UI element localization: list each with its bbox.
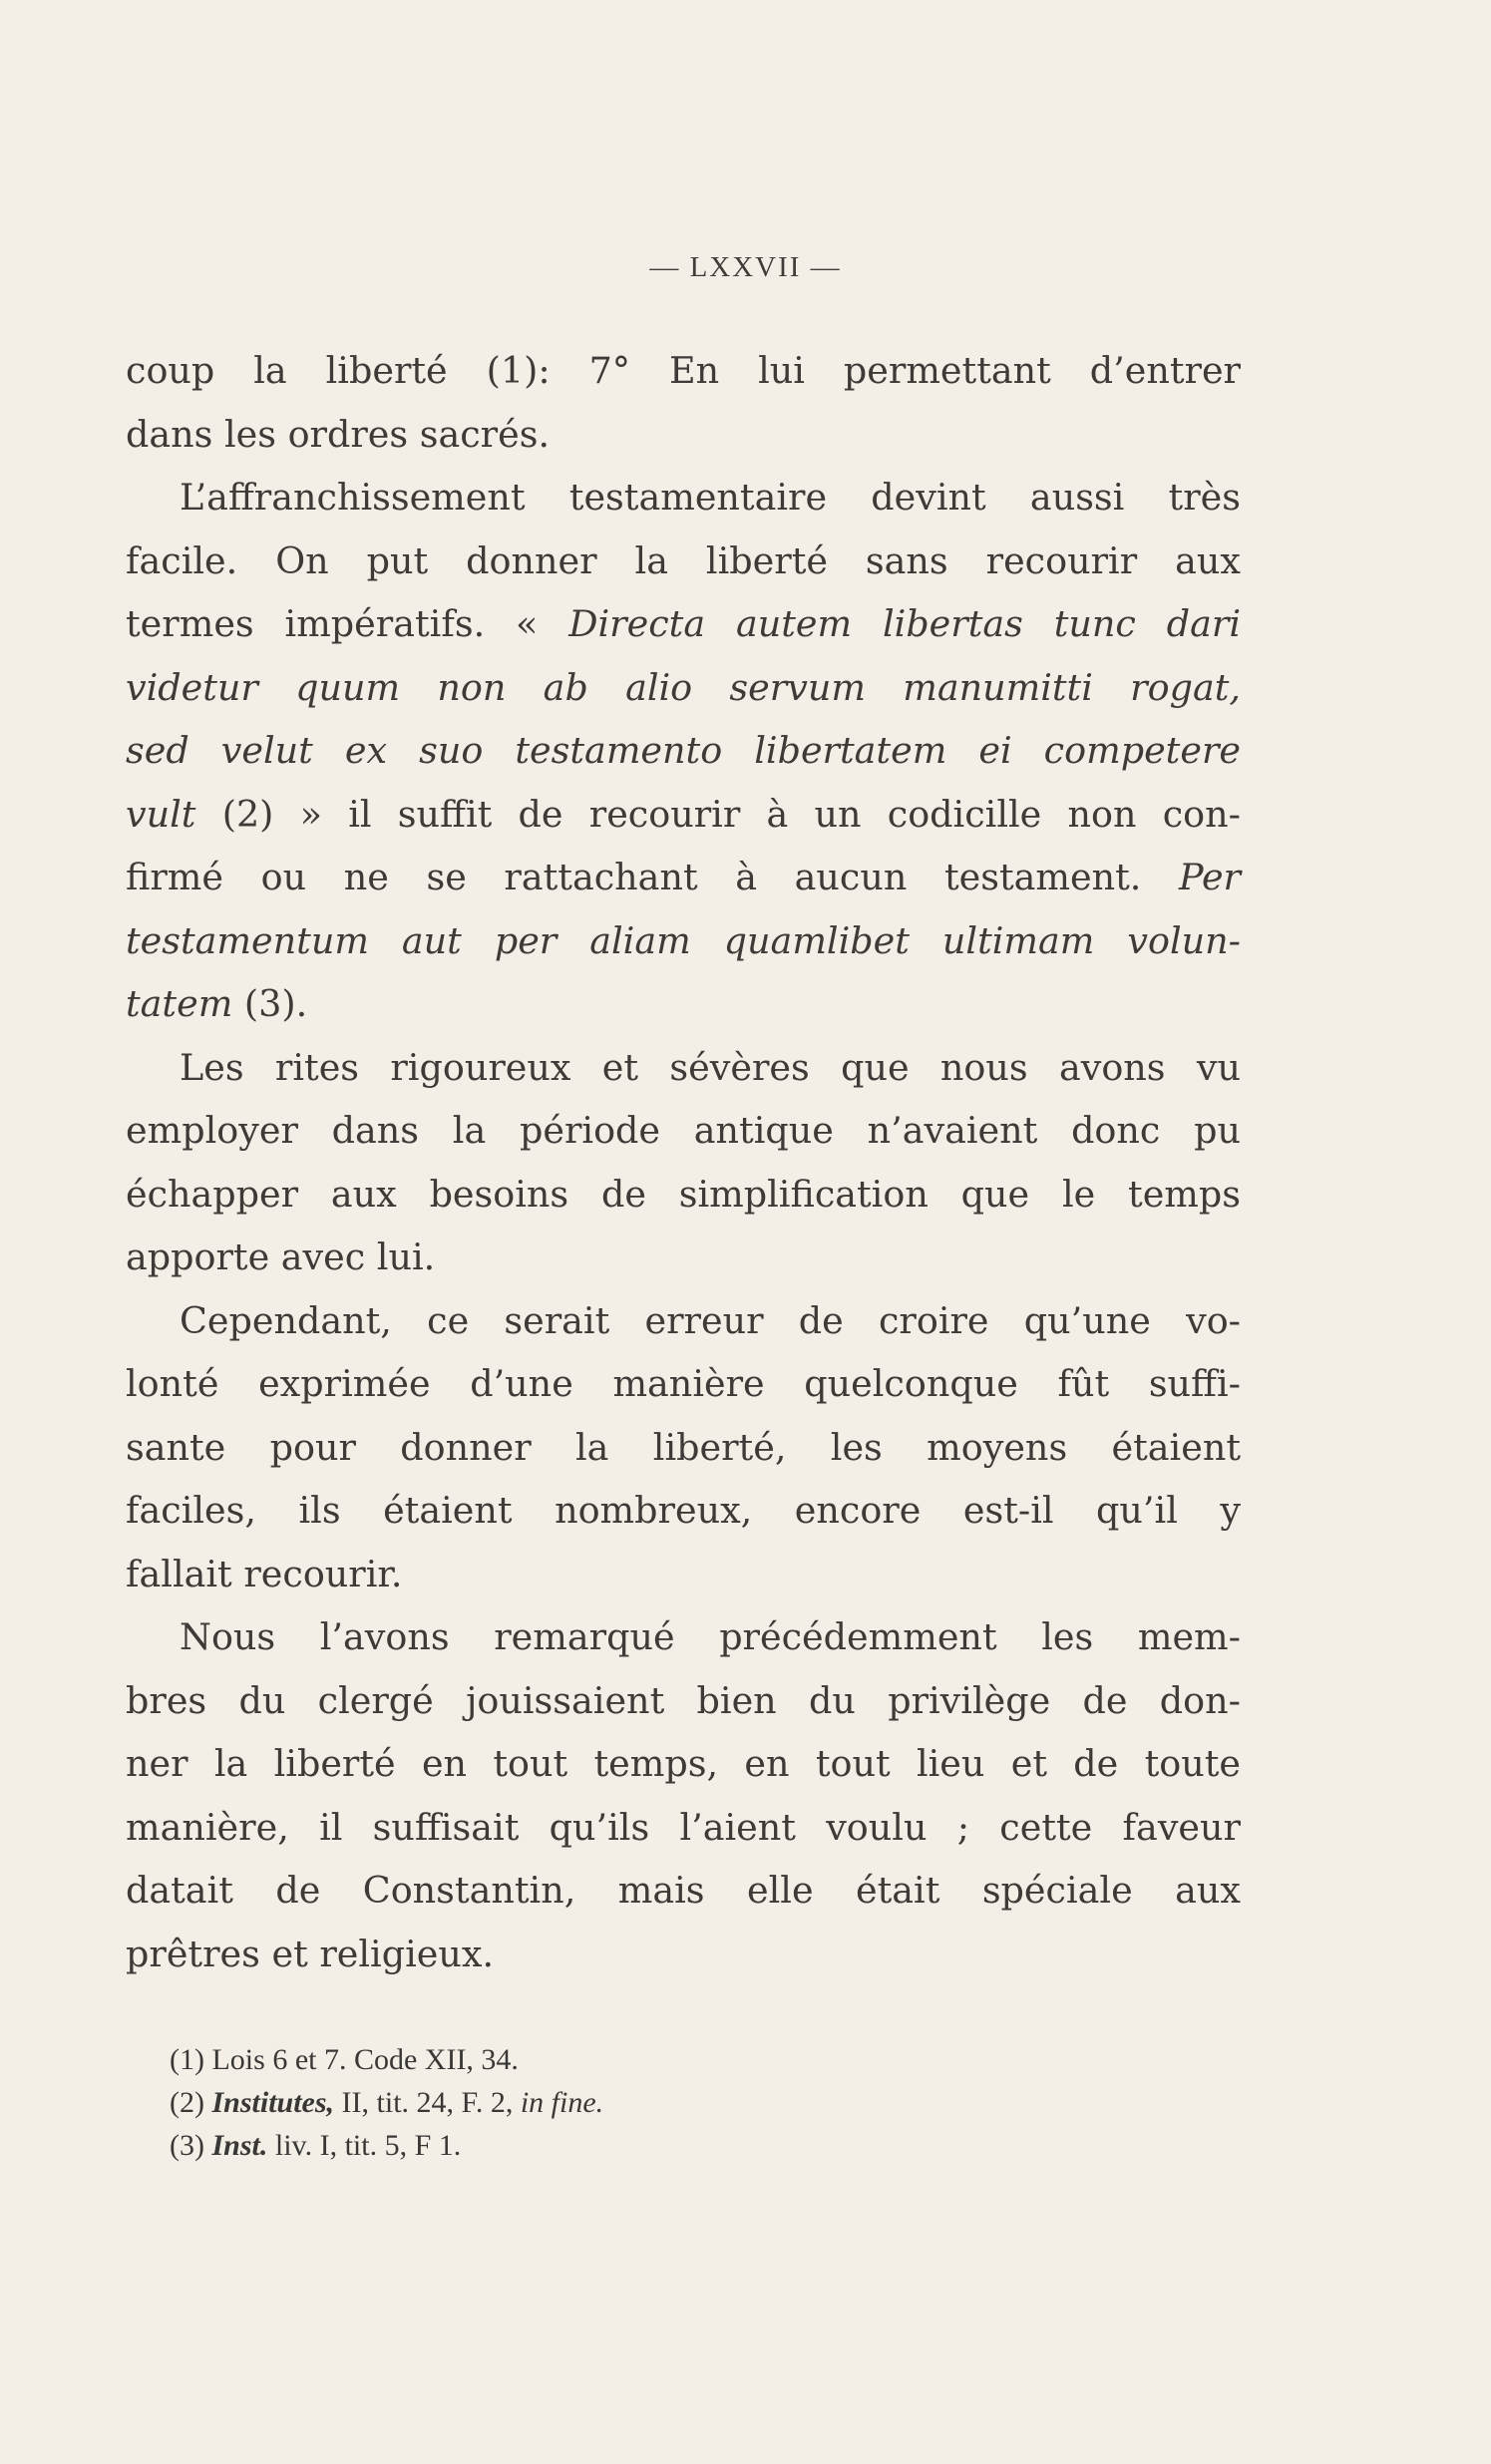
footnote-source: Institutes, [211, 2086, 335, 2119]
footnote-italic: in fine. [520, 2086, 604, 2119]
text-line [126, 846, 1241, 909]
footnote-text: II, tit. 24, F. 2, [334, 2086, 521, 2119]
text-line [126, 783, 1241, 847]
text-line [126, 592, 1241, 656]
text-segment: firmé ou ne se rattachant à aucun testament. [126, 856, 1180, 898]
latin-quote: Per [1179, 856, 1241, 898]
text-line: fallait recourir. [126, 1552, 403, 1595]
text-line: échapper aux besoins de simplification que le temps [126, 1172, 1241, 1216]
text-line: bres du clergé jouissaient bien du privilège de don- [126, 1678, 1241, 1722]
footnote-source: Inst. [211, 2129, 268, 2162]
text-line: ner la liberté en tout temps, en tout lieu et de toute [126, 1742, 1241, 1785]
text-segment: (2) » il suffit de recourir à un codicille non con- [195, 792, 1241, 836]
text-segment: (3). [232, 982, 308, 1025]
text-line: apporte avec lui. [126, 1235, 436, 1278]
text-segment: termes impératifs. « [126, 602, 569, 645]
text-line: Cependant, ce serait erreur de croire qu’une vo- [180, 1298, 1241, 1342]
footnote-number: (3) [170, 2129, 212, 2162]
running-head: — LXXVII — [649, 251, 842, 283]
text-line: manière, il suffisait qu’ils l’aient voulu ; cette faveur [126, 1805, 1241, 1849]
latin-quote-line: testamentum aut per aliam quamlibet ultimam volun- [126, 918, 1241, 962]
footnote-text: liv. I, tit. 5, F 1. [267, 2129, 462, 2162]
latin-quote: vult [126, 792, 196, 836]
text-line: Nous l’avons remarqué précédemment les mem- [180, 1615, 1241, 1658]
text-line: lonté exprimée d’une manière quelconque fût suffi- [126, 1362, 1241, 1405]
text-line: faciles, ils étaient nombreux, encore est-il qu’il y [126, 1489, 1241, 1532]
body-text [126, 339, 1241, 1985]
latin-quote: tatem [126, 982, 233, 1025]
footnote-1: (1) Lois 6 et 7. Code XII, 34. [170, 2043, 519, 2076]
latin-quote-line: sed velut ex suo testamento libertatem ei competere [126, 729, 1241, 772]
footnotes [170, 2038, 603, 2167]
text-line: sante pour donner la liberté, les moyens étaient [126, 1425, 1241, 1469]
text-line [126, 972, 1241, 1036]
text-line: prêtres et religieux. [126, 1932, 495, 1975]
text-line: coup la liberté (1): 7° En lui permettant d’entrer [126, 349, 1241, 392]
latin-quote: Directa autem libertas tunc dari [568, 602, 1241, 645]
footnote-3 [170, 2124, 603, 2167]
text-line: dans les ordres sacrés. [126, 412, 551, 456]
text-line: Les rites rigoureux et sévères que nous avons vu [180, 1045, 1241, 1089]
footnote-2 [170, 2081, 603, 2124]
text-line: employer dans la période antique n’avaient donc pu [126, 1109, 1241, 1152]
text-line: facile. On put donner la liberté sans recourir aux [126, 538, 1241, 582]
latin-quote-line: videtur quum non ab alio servum manumitti rogat, [126, 665, 1241, 709]
text-line: L’affranchissement testamentaire devint aussi très [180, 476, 1241, 519]
footnote-number: (2) [170, 2086, 212, 2119]
text-line: datait de Constantin, mais elle était spéciale aux [126, 1869, 1241, 1912]
